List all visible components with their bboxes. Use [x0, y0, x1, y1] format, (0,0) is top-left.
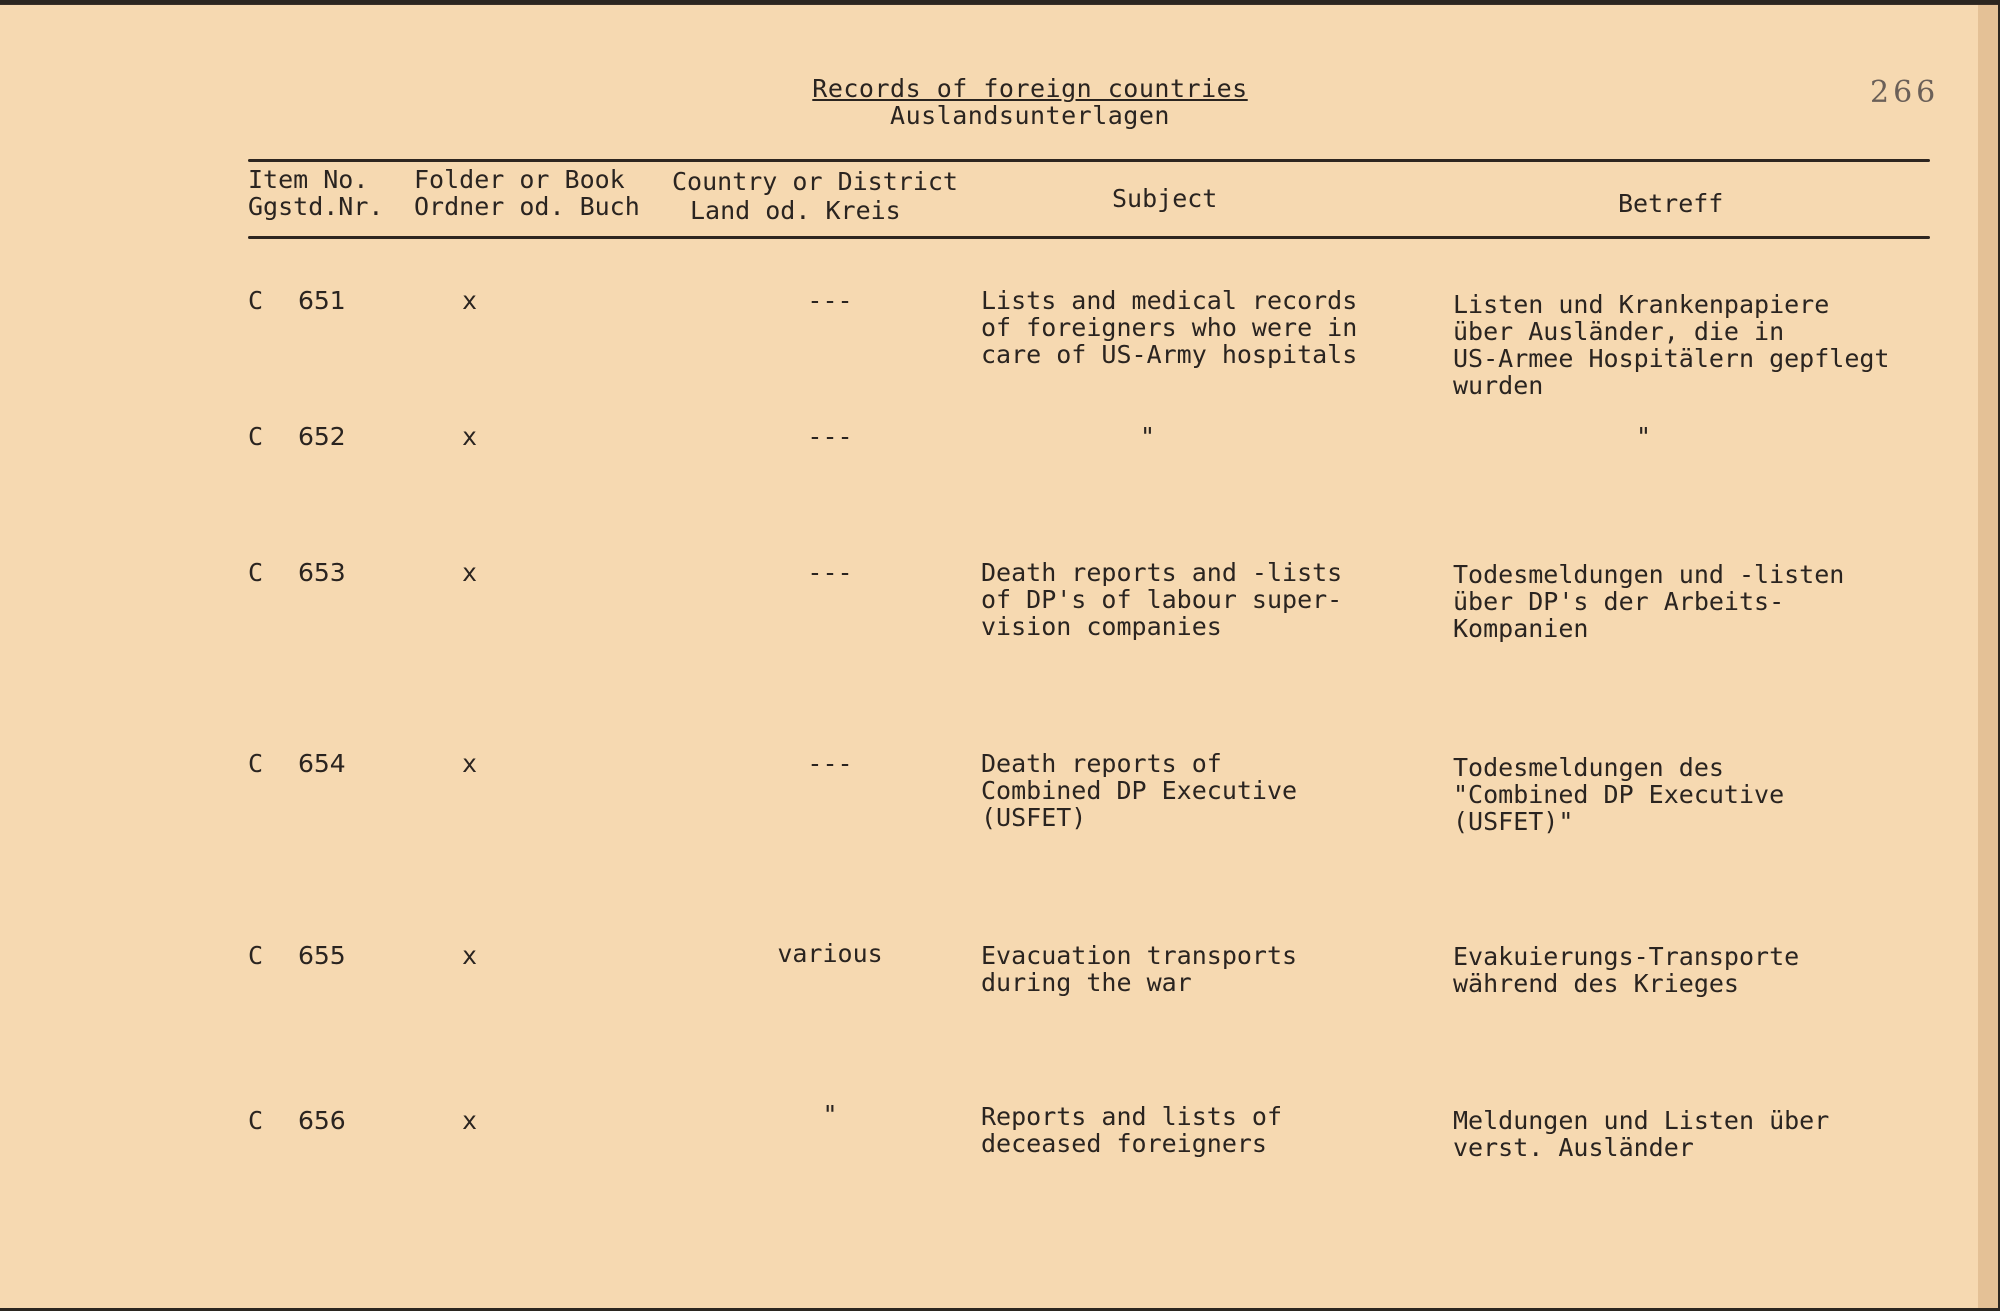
folder-mark: x [462, 941, 478, 970]
title-german: Auslandsunterlagen [890, 101, 1170, 130]
folder-mark: x [462, 558, 478, 587]
item-number: 656 [298, 1106, 346, 1135]
folder-mark: x [462, 1106, 478, 1135]
betreff-text: Todesmeldungen des "Combined DP Executive (USFET)" [1453, 753, 1785, 836]
item-prefix: C [248, 422, 264, 451]
country-value: " [822, 1100, 838, 1129]
table-row [0, 750, 2000, 850]
country-value: various [777, 939, 883, 968]
subject-ditto: " [1140, 422, 1156, 451]
betreff-ditto: " [1636, 422, 1652, 451]
item-number: 653 [298, 558, 346, 587]
table-row [0, 1100, 2000, 1187]
table-row [0, 939, 2000, 1022]
table-row [0, 423, 2000, 483]
header-subject: Subject [1112, 184, 1218, 213]
title-block [0, 75, 2000, 129]
header-country-en: Country or District [672, 167, 958, 196]
item-number: 652 [298, 422, 346, 451]
betreff-text: Evakuierungs-Transporte während des Krieges [1453, 942, 1800, 998]
subject-text: Reports and lists of deceased foreigners [981, 1102, 1283, 1158]
subject-text: Evacuation transports during the war [981, 941, 1298, 997]
header-country-de: Land od. Kreis [690, 196, 901, 225]
table-row [0, 287, 2000, 407]
betreff-text: Meldungen und Listen über verst. Ausländer [1453, 1106, 1830, 1162]
page-number: 266 [1870, 75, 1940, 110]
header-folder-de: Ordner od. Buch [414, 192, 640, 221]
header-top-rule [248, 159, 1930, 162]
folder-mark: x [462, 422, 478, 451]
document-page [0, 4, 1998, 1308]
table-row [0, 559, 2000, 659]
header-item-de: Ggstd.Nr. [248, 192, 384, 221]
header-folder-en: Folder or Book [414, 165, 625, 194]
header-betreff: Betreff [1618, 189, 1724, 218]
country-value: --- [807, 422, 853, 451]
item-number: 655 [298, 941, 346, 970]
folder-mark: x [462, 749, 478, 778]
betreff-text: Listen und Krankenpapiere über Ausländer, die in US-Armee Hospitälern gepflegt wurden [1453, 290, 1890, 400]
country-value: --- [807, 749, 853, 778]
item-prefix: C [248, 558, 264, 587]
title-english: Records of foreign countries [812, 74, 1248, 103]
country-value: --- [807, 286, 853, 315]
item-prefix: C [248, 286, 264, 315]
item-number: 651 [298, 286, 346, 315]
betreff-text: Todesmeldungen und -listen über DP's der Arbeits- Kompanien [1453, 560, 1845, 643]
subject-text: Death reports of Combined DP Executive (USFET) [981, 749, 1298, 832]
country-value: --- [807, 558, 853, 587]
item-prefix: C [248, 749, 264, 778]
item-prefix: C [248, 941, 264, 970]
header-item-en: Item No. [248, 165, 369, 194]
header-bottom-rule [248, 236, 1930, 239]
folder-mark: x [462, 286, 478, 315]
subject-text: Death reports and -lists of DP's of labour super- vision companies [981, 558, 1343, 641]
item-number: 654 [298, 749, 346, 778]
subject-text: Lists and medical records of foreigners who were in care of US-Army hospitals [981, 286, 1358, 369]
item-prefix: C [248, 1106, 264, 1135]
